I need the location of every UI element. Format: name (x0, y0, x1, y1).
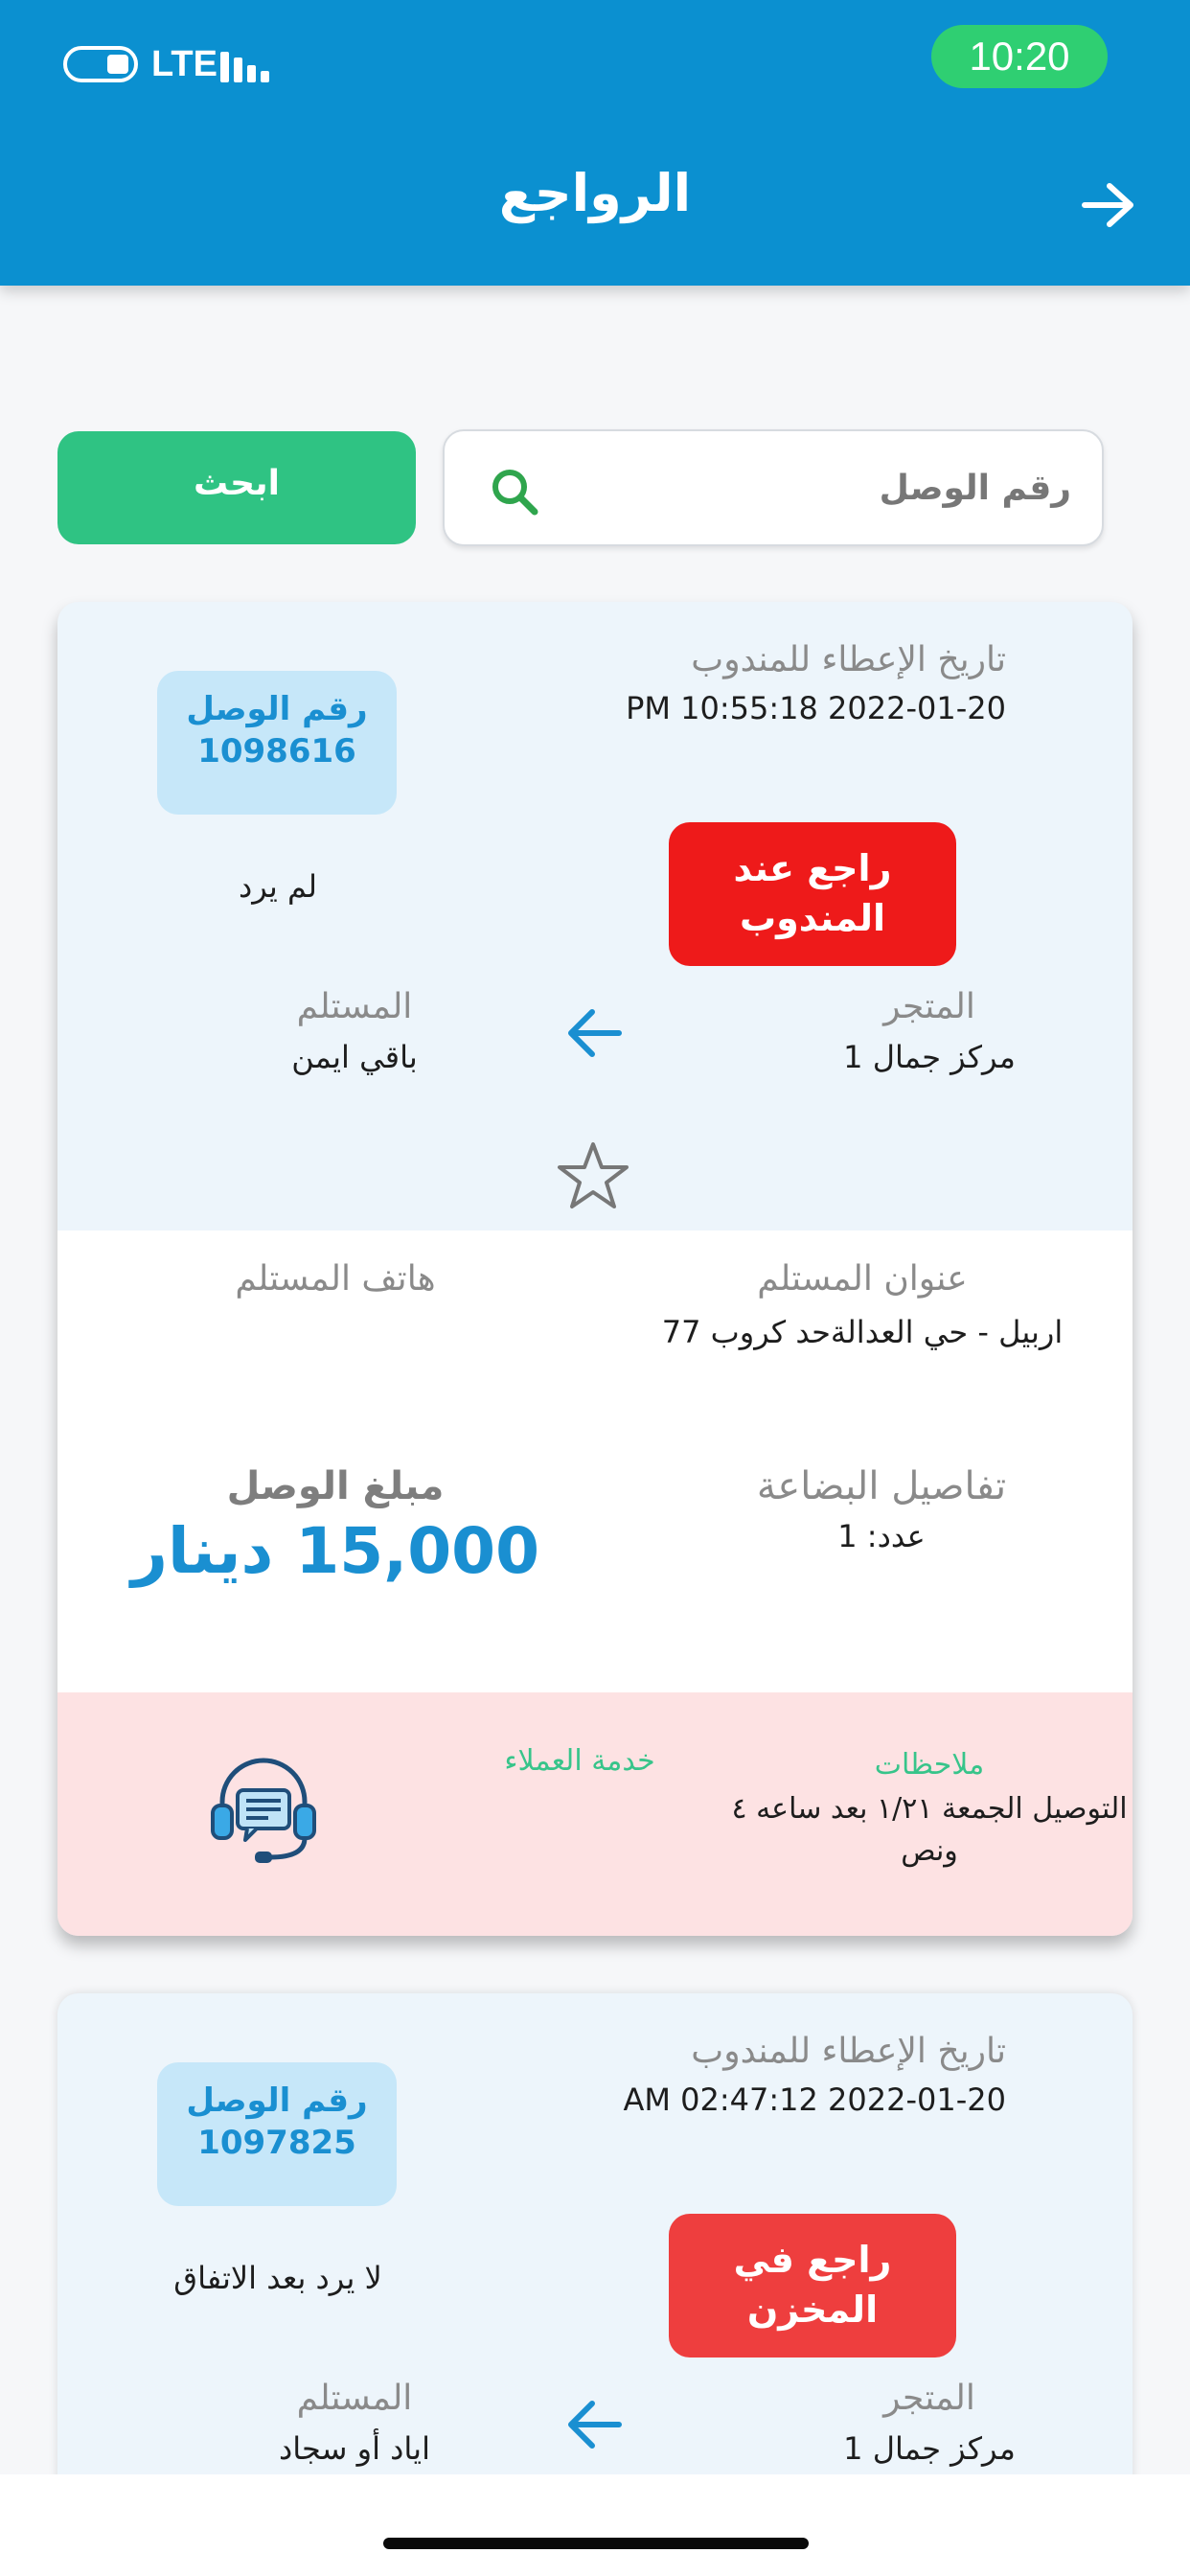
amount-label: مبلغ الوصل (226, 1464, 445, 1508)
recipient-label: المستلم (296, 987, 413, 1026)
amount-value: 15,000 دينار (130, 1514, 540, 1588)
status-line: راجع عند (733, 847, 892, 889)
status-line: المندوب (739, 897, 886, 939)
status-time: 10:20 (931, 25, 1108, 88)
signal-icon (220, 44, 278, 82)
search-button[interactable]: ابحث (57, 431, 416, 544)
app-header (0, 0, 1190, 286)
notes-label: ملاحظات (874, 1748, 985, 1782)
receipt-badge (157, 2062, 397, 2206)
customer-service-label: خدمة العملاء (504, 1744, 655, 1778)
status-line: المخزن (746, 2288, 879, 2331)
address-value: اربيل - حي العدالةحد كروب 77 (661, 1314, 1064, 1350)
search-field[interactable] (443, 429, 1104, 546)
receipt-badge (157, 671, 397, 815)
status-badge (669, 2214, 956, 2358)
notes-section (57, 1692, 1133, 1936)
store-value: مركز جمال 1 (843, 2430, 1016, 2467)
details-section (57, 1230, 1133, 1692)
home-indicator[interactable] (383, 2538, 809, 2549)
star-icon[interactable] (556, 1138, 630, 1211)
headset-icon[interactable] (201, 1750, 326, 1874)
arrow-left-icon (565, 1004, 625, 1062)
receipt-number: 1097825 (197, 2124, 356, 2162)
recipient-value: باقي ايمن (291, 1039, 418, 1075)
search-input[interactable] (554, 454, 1071, 521)
delivery-note: لم يرد (238, 868, 318, 905)
status-badge (669, 822, 956, 966)
receipt-number: 1098616 (197, 732, 356, 770)
goods-value: عدد: 1 (837, 1518, 926, 1554)
return-card[interactable] (57, 602, 1133, 1936)
store-value: مركز جمال 1 (843, 1039, 1016, 1075)
date-value: AM 02:47:12 2022-01-20 (623, 2082, 1006, 2118)
date-value: PM 10:55:18 2022-01-20 (626, 690, 1006, 726)
receipt-label: رقم الوصل (186, 690, 368, 728)
arrow-right-icon[interactable] (1077, 178, 1138, 232)
phone-label: هاتف المستلم (235, 1259, 436, 1299)
toggle-icon (63, 46, 138, 82)
address-label: عنوان المستلم (757, 1259, 968, 1299)
date-label: تاريخ الإعطاء للمندوب (691, 2032, 1006, 2071)
network-label: LTE (151, 44, 217, 84)
recipient-value: اياد أو سجاد (279, 2430, 430, 2467)
search-icon (489, 466, 540, 518)
store-label: المتجر (883, 2379, 975, 2418)
page-title: الرواجع (498, 163, 692, 223)
status-line: راجع في (733, 2239, 892, 2281)
goods-label: تفاصيل البضاعة (756, 1464, 1007, 1508)
bottom-safe-area (0, 2474, 1190, 2576)
recipient-label: المستلم (296, 2379, 413, 2418)
notes-value: التوصيل الجمعة ١/٢١ بعد ساعه ٤ ونص (731, 1792, 1128, 1868)
store-label: المتجر (883, 987, 975, 1026)
receipt-label: رقم الوصل (186, 2082, 368, 2120)
arrow-left-icon (565, 2396, 625, 2453)
date-label: تاريخ الإعطاء للمندوب (691, 640, 1006, 679)
delivery-note: لا يرد بعد الاتفاق (173, 2260, 382, 2296)
